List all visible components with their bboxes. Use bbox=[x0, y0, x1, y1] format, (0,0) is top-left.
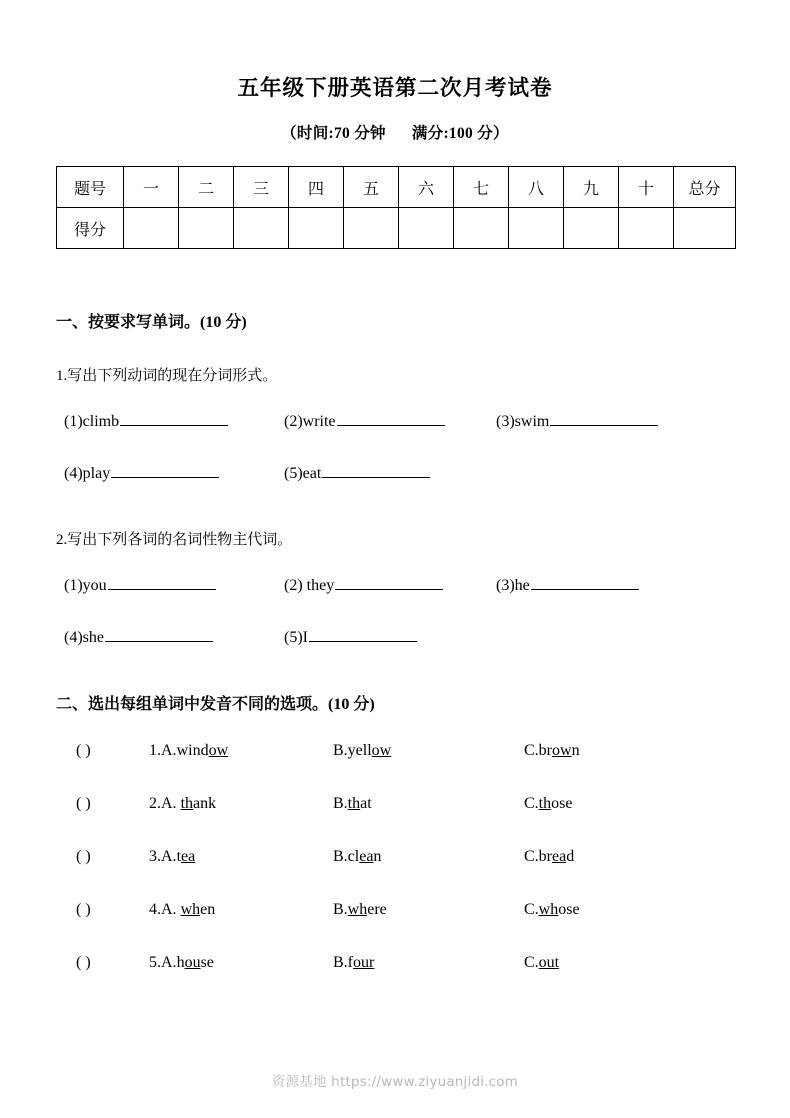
score-table-cell[interactable]: 九 bbox=[564, 167, 619, 208]
option-post: ank bbox=[193, 795, 217, 812]
fill-item-label: (2)write bbox=[284, 413, 336, 430]
score-table-cell[interactable]: 六 bbox=[399, 167, 454, 208]
option-letter: C. bbox=[524, 742, 539, 759]
score-table-cell[interactable]: 三 bbox=[234, 167, 289, 208]
answer-blank[interactable] bbox=[120, 410, 228, 426]
option-post: ose bbox=[558, 901, 580, 918]
exam-meta-line bbox=[56, 100, 734, 142]
choice-option-a[interactable] bbox=[149, 735, 228, 767]
fill-item bbox=[64, 621, 213, 655]
score-table-total-header: 总分 bbox=[674, 167, 736, 208]
fill-item-label: (2) they bbox=[284, 577, 335, 594]
score-entry-cell[interactable] bbox=[399, 208, 454, 249]
option-underlined: th bbox=[347, 795, 361, 812]
fill-item-label: (4)play bbox=[64, 465, 111, 482]
option-pre: f bbox=[347, 954, 353, 971]
option-letter: A. bbox=[161, 795, 177, 812]
choice-question-3 bbox=[56, 841, 734, 873]
option-pre: br bbox=[538, 742, 552, 759]
question-number: 5. bbox=[149, 954, 161, 971]
choice-option-b[interactable] bbox=[333, 735, 391, 767]
table-row bbox=[57, 167, 736, 208]
fill-item bbox=[64, 569, 216, 603]
answer-paren-box[interactable]: ( ) bbox=[76, 901, 91, 918]
choice-question-5 bbox=[56, 947, 734, 979]
option-letter: B. bbox=[333, 848, 348, 865]
score-table-cell[interactable]: 七 bbox=[454, 167, 509, 208]
fill-item-label: (3)he bbox=[496, 577, 530, 594]
section-heading-one: 一、按要求写单词。(10 分) bbox=[56, 314, 247, 331]
option-letter: B. bbox=[333, 901, 348, 918]
option-underlined: ow bbox=[371, 742, 392, 759]
fill-row-pronouns-1 bbox=[56, 569, 734, 603]
option-letter: C. bbox=[524, 954, 539, 971]
choice-option-b[interactable] bbox=[333, 788, 372, 820]
fill-row-pronouns-2 bbox=[56, 621, 734, 655]
option-underlined: ou bbox=[184, 954, 201, 971]
score-table-row-label: 得分 bbox=[57, 208, 124, 249]
option-post: en bbox=[200, 901, 216, 918]
option-post: n bbox=[373, 848, 382, 865]
answer-blank[interactable] bbox=[550, 410, 658, 426]
option-letter: A. bbox=[161, 742, 177, 759]
fill-item-label: (1)climb bbox=[64, 413, 120, 430]
score-table-cell[interactable]: 二 bbox=[179, 167, 234, 208]
choice-option-c[interactable] bbox=[524, 894, 580, 926]
choice-option-c[interactable] bbox=[524, 788, 572, 820]
answer-blank[interactable] bbox=[337, 410, 445, 426]
option-post: ere bbox=[367, 901, 387, 918]
answer-paren-box[interactable]: ( ) bbox=[76, 848, 91, 865]
fill-item-label: (3)swim bbox=[496, 413, 550, 430]
exam-total-score: 满分:100 分） bbox=[411, 124, 509, 142]
option-pre: br bbox=[538, 848, 552, 865]
option-pre: yell bbox=[347, 742, 372, 759]
exam-duration: （时间:70 分钟 bbox=[281, 124, 386, 142]
subsection-heading-1-1: 1.写出下列动词的现在分词形式。 bbox=[56, 368, 278, 384]
answer-paren-box[interactable]: ( ) bbox=[76, 742, 91, 759]
score-entry-cell[interactable] bbox=[289, 208, 344, 249]
option-underlined: wh bbox=[347, 901, 368, 918]
answer-blank[interactable] bbox=[111, 462, 219, 478]
option-underlined: th bbox=[538, 795, 552, 812]
score-table-cell[interactable]: 四 bbox=[289, 167, 344, 208]
score-entry-cell[interactable] bbox=[454, 208, 509, 249]
answer-blank[interactable] bbox=[309, 626, 417, 642]
option-letter: B. bbox=[333, 742, 348, 759]
fill-item-label: (4)she bbox=[64, 629, 104, 646]
score-entry-cell[interactable] bbox=[344, 208, 399, 249]
fill-item-label: (5)eat bbox=[284, 465, 322, 482]
answer-blank[interactable] bbox=[105, 626, 213, 642]
answer-blank[interactable] bbox=[335, 574, 443, 590]
answer-blank[interactable] bbox=[531, 574, 639, 590]
fill-row-verbs-2 bbox=[56, 457, 734, 491]
score-table-container bbox=[56, 166, 734, 249]
option-pre: h bbox=[176, 954, 185, 971]
answer-blank[interactable] bbox=[322, 462, 430, 478]
option-post: at bbox=[360, 795, 372, 812]
option-pre: wind bbox=[176, 742, 209, 759]
score-entry-cell[interactable] bbox=[509, 208, 564, 249]
fill-row-verbs-1 bbox=[56, 405, 734, 439]
fill-item bbox=[496, 405, 658, 439]
score-entry-cell[interactable] bbox=[124, 208, 179, 249]
fill-item bbox=[64, 457, 219, 491]
choice-option-b[interactable] bbox=[333, 947, 374, 979]
option-underlined: ow bbox=[552, 742, 572, 759]
fill-item bbox=[284, 621, 417, 655]
option-letter: B. bbox=[333, 795, 348, 812]
option-underlined: wh bbox=[180, 901, 201, 918]
score-entry-cell[interactable] bbox=[619, 208, 674, 249]
question-number: 1. bbox=[149, 742, 161, 759]
option-letter: C. bbox=[524, 795, 539, 812]
score-entry-total-cell[interactable] bbox=[674, 208, 736, 249]
fill-item bbox=[64, 405, 228, 439]
score-table-cell[interactable]: 八 bbox=[509, 167, 564, 208]
question-number: 4. bbox=[149, 901, 161, 918]
option-underlined: wh bbox=[538, 901, 559, 918]
option-letter: A. bbox=[161, 954, 177, 971]
option-post: n bbox=[571, 742, 580, 759]
option-underlined: out bbox=[538, 954, 560, 971]
fill-item bbox=[284, 569, 443, 603]
score-table bbox=[56, 166, 736, 249]
option-pre: t bbox=[176, 848, 182, 865]
table-row bbox=[57, 208, 736, 249]
question-number: 2. bbox=[149, 795, 161, 812]
option-post: ose bbox=[551, 795, 573, 812]
choice-option-a[interactable] bbox=[149, 947, 214, 979]
score-table-cell[interactable]: 五 bbox=[344, 167, 399, 208]
answer-paren-box[interactable]: ( ) bbox=[76, 795, 91, 812]
choice-question-1 bbox=[56, 735, 734, 767]
section-heading-two: 二、选出每组单词中发音不同的选项。(10 分) bbox=[56, 696, 375, 713]
option-letter: B. bbox=[333, 954, 348, 971]
option-underlined: ea bbox=[181, 848, 196, 865]
fill-item bbox=[284, 457, 430, 491]
fill-item-label: (1)you bbox=[64, 577, 107, 594]
option-letter: C. bbox=[524, 848, 539, 865]
option-underlined: our bbox=[353, 954, 375, 971]
option-letter: C. bbox=[524, 901, 539, 918]
score-table-row-label: 题号 bbox=[57, 167, 124, 208]
option-underlined: th bbox=[180, 795, 194, 812]
option-underlined: ea bbox=[359, 848, 374, 865]
subsection-heading-1-2: 2.写出下列各词的名词性物主代词。 bbox=[56, 532, 293, 548]
fill-item-label: (5)I bbox=[284, 629, 308, 646]
choice-option-a[interactable] bbox=[149, 788, 216, 820]
option-letter: A. bbox=[161, 848, 177, 865]
option-pre: cl bbox=[347, 848, 360, 865]
choice-question-4 bbox=[56, 894, 734, 926]
question-number: 3. bbox=[149, 848, 161, 865]
option-post: d bbox=[566, 848, 575, 865]
footer-watermark: 资源基地 https://www.ziyuanjidi.com bbox=[271, 1074, 519, 1090]
choice-option-c[interactable] bbox=[524, 735, 580, 767]
choice-option-c[interactable] bbox=[524, 947, 559, 979]
score-entry-cell[interactable] bbox=[179, 208, 234, 249]
option-post: se bbox=[200, 954, 214, 971]
score-entry-cell[interactable] bbox=[564, 208, 619, 249]
choice-option-a[interactable] bbox=[149, 841, 195, 873]
answer-paren-box[interactable]: ( ) bbox=[76, 954, 91, 971]
fill-item bbox=[496, 569, 639, 603]
choice-option-a[interactable] bbox=[149, 894, 215, 926]
answer-blank[interactable] bbox=[108, 574, 216, 590]
option-letter: A. bbox=[161, 901, 177, 918]
option-underlined: ow bbox=[208, 742, 229, 759]
choice-option-b[interactable] bbox=[333, 894, 387, 926]
page-title: 五年级下册英语第二次月考试卷 bbox=[237, 76, 553, 100]
score-table-cell[interactable]: 一 bbox=[124, 167, 179, 208]
option-underlined: ea bbox=[552, 848, 567, 865]
choice-question-2 bbox=[56, 788, 734, 820]
score-entry-cell[interactable] bbox=[234, 208, 289, 249]
score-table-cell[interactable]: 十 bbox=[619, 167, 674, 208]
choice-option-c[interactable] bbox=[524, 841, 574, 873]
choice-option-b[interactable] bbox=[333, 841, 381, 873]
fill-item bbox=[284, 405, 445, 439]
